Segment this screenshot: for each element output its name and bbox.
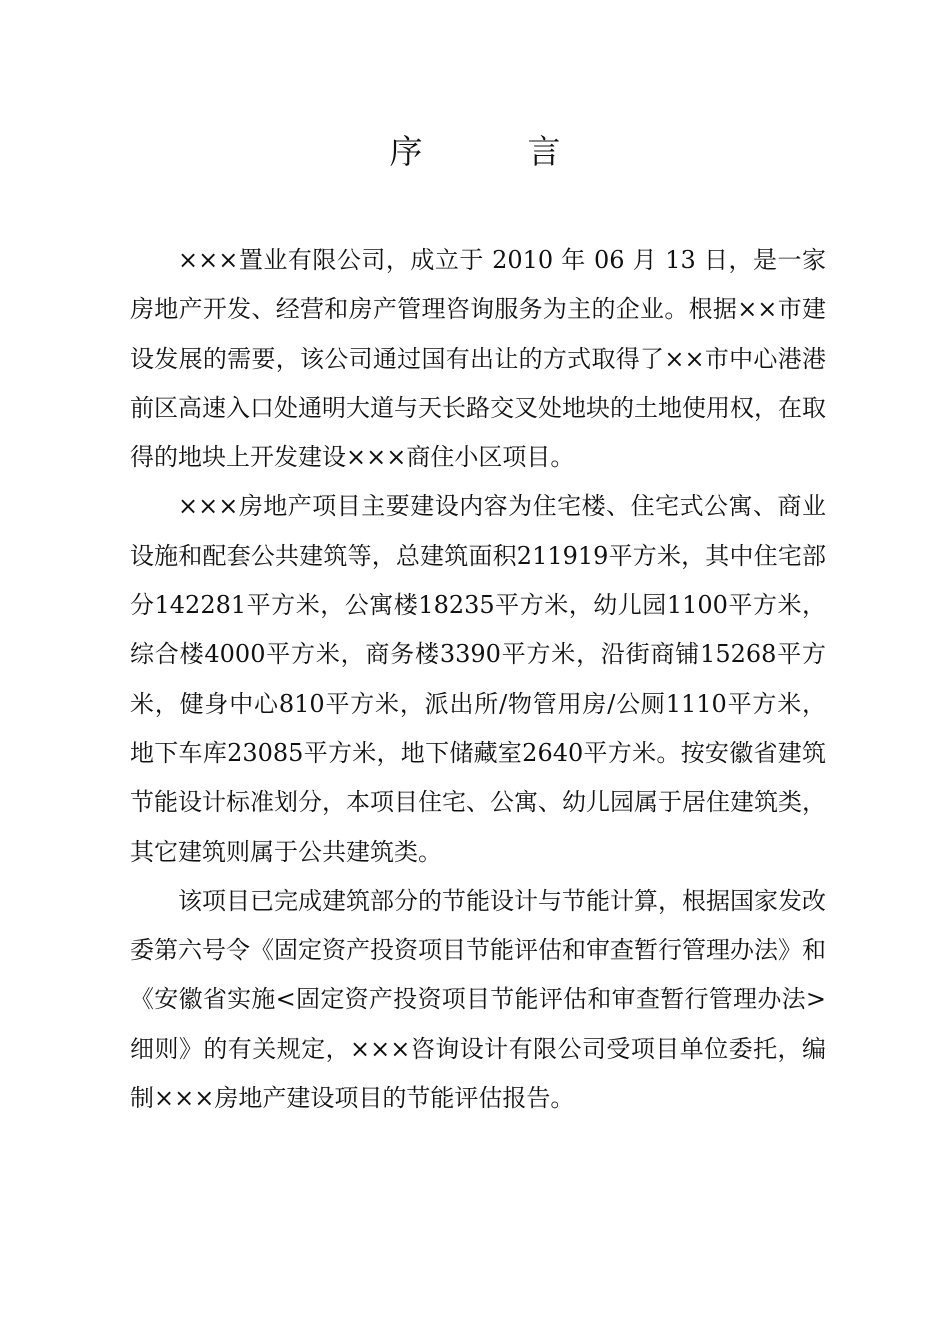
paragraph-company-intro: ×××置业有限公司，成立于 2010 年 06 月 13 日，是一家房地产开发、经营和房产管理咨询服务为主的企业。根据××市建设发展的需要，该公司通过国有出让的方式取得了××市中心港港前区高速入口处通明大道与天长路交叉处地块的土地使用权，在取得的地块上开发建设×××商住小区项目。 bbox=[130, 246, 826, 472]
page-title: 序 言 bbox=[389, 132, 597, 171]
paragraph-report-purpose: 该项目已完成建筑部分的节能设计与节能计算，根据国家发改委第六号令《固定资产投资项目节能评估和审查暂行管理办法》和《安徽省实施<固定资产投资项目节能评估和审查暂行管理办法>细则》的有关规定，×××咨询设计有限公司受项目单位委托，编制×××房地产建设项目的节能评估报告。 bbox=[130, 886, 826, 1113]
paragraph-project-content: ×××房地产项目主要建设内容为住宅楼、住宅式公寓、商业设施和配套公共建筑等，总建筑面积211919平方米，其中住宅部分142281平方米，公寓楼18235平方米，幼儿园1100平方米，综合楼4000平方米，商务楼3390平方米，沿街商铺15268平方米，健身中心810平方米，派出所/物管用房/公厕1110平方米，地下车库23085平方米，地下储藏室2640平方米。按安徽省建筑节能设计标准划分，本项目住宅、公寓、幼儿园属于居住建筑类，其它建筑则属于公共建筑类。 bbox=[130, 492, 826, 866]
document-body bbox=[130, 236, 826, 1123]
